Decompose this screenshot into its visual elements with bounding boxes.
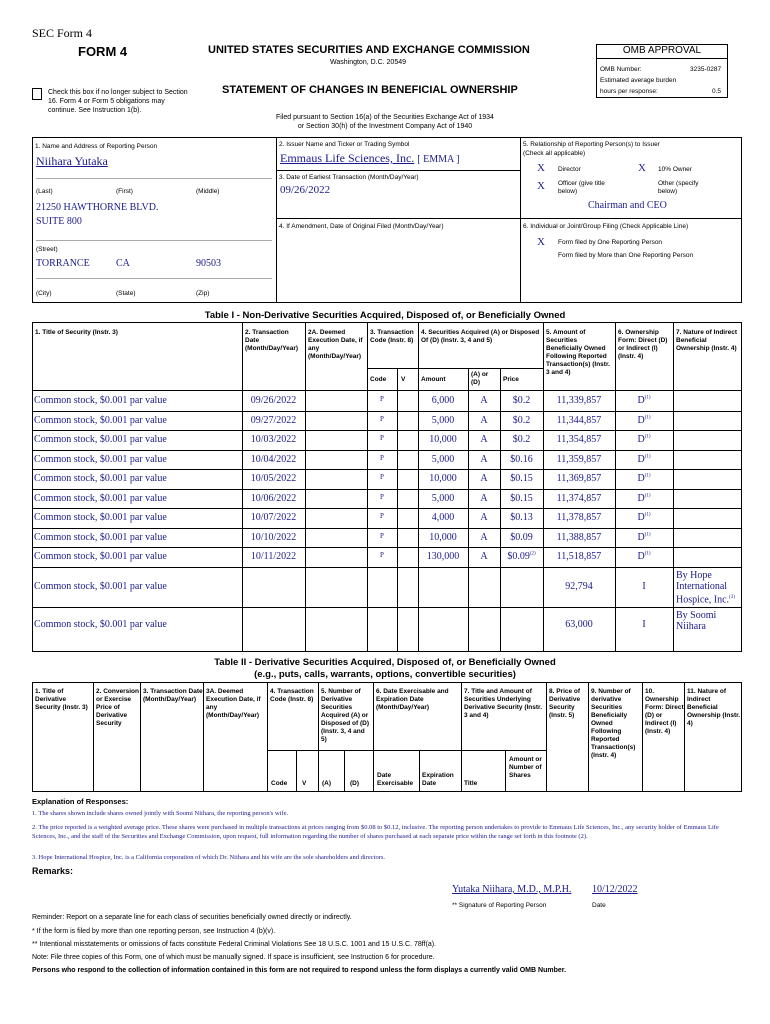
footnote-ref: (1): [644, 454, 651, 460]
t2-h1: 1. Title of Derivative Security (Instr. 3): [35, 688, 88, 711]
t1-v: V: [401, 376, 406, 383]
hours-label: hours per response:: [600, 88, 658, 95]
t2-h5: 5. Number of Derivative Securities Acquired (A) or Disposed of (D) (Instr. 3, 4 and 5): [321, 688, 370, 743]
t1-cell-title: Common stock, $0.001 par value: [34, 512, 167, 523]
t1-cell-form: I: [642, 580, 646, 592]
state-label: (State): [116, 290, 136, 297]
t1-cell-code: P: [380, 473, 384, 481]
t1-cell-ad: A: [480, 551, 488, 562]
t1-cell-code: P: [380, 453, 384, 462]
footnote-ref: (1): [644, 415, 651, 421]
row-divider: [32, 508, 742, 509]
footnote-4: Persons who respond to the collection of information contained in this form are not required to respond unless the form displays a currently valid OMB Number.: [32, 967, 567, 974]
footnote-2: ** Intentional misstatements or omissions of facts constitute Federal Criminal Violations See 18 U.S.C. 1001 and 15 U.S.C. 78ff(a).: [32, 941, 436, 948]
t2-h8: 8. Price of Derivative Security (Instr. 5): [549, 688, 581, 719]
statement-title: STATEMENT OF CHANGES IN BENEFICIAL OWNERSHIP: [222, 84, 518, 96]
t1-cell-owned: 11,374,857: [556, 492, 602, 504]
t1-cell-owned: 63,000: [565, 618, 593, 630]
t1-cell-owned: 11,359,857: [556, 453, 602, 465]
t1-cell-owned: 11,344,857: [556, 414, 602, 426]
t2-h3a: 3A. Deemed Execution Date, if any (Month/Day/Year): [206, 688, 261, 719]
row-divider: [32, 469, 742, 470]
t1-cell-code: P: [380, 492, 384, 501]
t1-cell-title: Common stock, $0.001 par value: [34, 492, 167, 504]
last-label: (Last): [36, 188, 53, 195]
t1-cell-ad: A: [480, 453, 488, 465]
t1-aord: (A) or (D): [471, 371, 489, 386]
t1-cell-form: I: [642, 618, 646, 630]
t1-h1: 1. Title of Security (Instr. 3): [35, 329, 118, 336]
t2-a: (A): [322, 780, 332, 787]
issuer-ticker: [ EMMA ]: [417, 154, 460, 165]
t2-title: Title: [464, 780, 478, 787]
t1-code: Code: [370, 376, 387, 383]
footnote-ref: (1): [644, 434, 651, 440]
footnote-ref: (1): [644, 473, 651, 479]
t1-cell-amount: 130,000: [426, 551, 460, 562]
note-1: 1. The shares shown include shares owned jointly with Soomi Niihara, the reporting person's wife.: [32, 810, 289, 817]
t1-cell-date: 10/03/2022: [250, 434, 297, 445]
t1-cell-form: $D^{(1)}$: [637, 453, 651, 465]
street-label: (Street): [36, 246, 58, 253]
box1-label: 1. Name and Address of Reporting Person: [35, 143, 158, 150]
earliest-date: 09/26/2022: [280, 184, 331, 196]
t1-cell-price: $0.2: [512, 414, 531, 426]
middle-label: (Middle): [196, 188, 220, 195]
t1-cell-nature: By Soomi Niihara: [676, 609, 717, 632]
t1-cell-date: 10/06/2022: [250, 492, 297, 504]
t1-cell-code: P: [380, 531, 384, 540]
t1-cell-owned: 11,369,857: [556, 473, 602, 484]
footnote-ref: (3): [729, 594, 735, 600]
t2-h3: 3. Transaction Date (Month/Day/Year): [143, 688, 203, 703]
omb-number-value: 3235-0287: [690, 66, 722, 73]
t1-h7: 7. Nature of Indirect Beneficial Ownership (Instr. 4): [676, 329, 738, 352]
t1-cell-price: $0.2: [512, 395, 531, 406]
remarks-heading: Remarks:: [32, 866, 74, 876]
officer-label: Officer (give title below): [558, 180, 605, 195]
t2-h6: 6. Date Exercisable and Expiration Date (Month/Day/Year): [376, 688, 449, 711]
t1-cell-amount: 10,000: [429, 531, 457, 543]
note-3: 3. Hope International Hospice, Inc. is a California corporation of which Dr. Niihara and his wife are the sole shareholders and directors.: [32, 854, 386, 861]
t1-cell-form: $D^{(1)}$: [637, 512, 651, 523]
table2-subtitle: (e.g., puts, calls, warrants, options, convertible securities): [254, 669, 516, 680]
t1-cell-title: Common stock, $0.001 par value: [34, 434, 167, 445]
t1-cell-price: $0.15: [510, 473, 533, 484]
t1-cell-ad: A: [480, 492, 488, 504]
t1-cell-owned: 11,354,857: [556, 434, 602, 445]
t1-cell-form: $D^{(1)}$: [637, 531, 651, 543]
box4-label: 4. If Amendment, Date of Original Filed (Month/Day/Year): [279, 223, 444, 230]
t1-cell-date: 09/26/2022: [250, 395, 297, 406]
t1-cell-price: $0.16: [510, 453, 533, 465]
t1-cell-amount: 6,000: [431, 395, 455, 406]
filed-pursuant-2: or Section 30(h) of the Investment Company Act of 1940: [297, 123, 473, 130]
t1-cell-amount: 5,000: [431, 453, 455, 465]
burden-label: Estimated average burden: [600, 77, 677, 84]
issuer-name[interactable]: Emmaus Life Sciences, Inc.: [280, 151, 415, 165]
t1-cell-form: $D^{(1)}$: [637, 551, 651, 562]
table1-title: Table I - Non-Derivative Securities Acquired, Disposed of, or Beneficially Owned: [204, 310, 566, 321]
t2-exp: Expiration Date: [422, 772, 454, 787]
t1-cell-price: $0.15: [510, 492, 533, 504]
sec-form-label: SEC Form 4: [32, 26, 93, 40]
t1-h2a: 2A. Deemed Execution Date, if any (Month/Day/Year): [308, 329, 363, 360]
t1-cell-form: $D^{(1)}$: [637, 492, 651, 504]
t1-cell-title: Common stock, $0.001 par value: [34, 580, 167, 592]
row-divider: [32, 411, 742, 412]
table1: [32, 322, 742, 652]
ten-pct-label: 10% Owner: [658, 166, 692, 173]
t1-h4: 4. Securities Acquired (A) or Disposed Of (D) (Instr. 3, 4 and 5): [421, 329, 540, 344]
one-person-label: Form filed by One Reporting Person: [558, 239, 663, 246]
t1-cell-date: 10/05/2022: [250, 473, 297, 484]
t1-cell-ad: A: [480, 512, 488, 523]
signature-date: 10/12/2022: [592, 884, 638, 895]
footnote-ref: (2): [529, 551, 536, 557]
omb-title: OMB APPROVAL: [597, 45, 727, 59]
box5-sublabel: (Check all applicable): [523, 150, 586, 157]
t1-cell-price: $0.2: [512, 434, 531, 445]
box3-label: 3. Date of Earliest Transaction (Month/Day/Year): [279, 174, 419, 181]
t1-cell-owned: 11,518,857: [556, 551, 602, 562]
director-x[interactable]: X: [537, 162, 545, 174]
hours-value: 0.5: [712, 88, 722, 95]
row-divider: [32, 489, 742, 490]
form-title: FORM 4: [78, 44, 128, 59]
t1-cell-price: $0.09$^{(2)}$: [507, 551, 536, 562]
street-line-2: SUITE 800: [36, 216, 82, 227]
t2-h7: 7. Title and Amount of Securities Underlying Derivative Security (Instr. 3 and 4): [464, 688, 543, 719]
commission-title: UNITED STATES SECURITIES AND EXCHANGE COMMISSION: [208, 44, 530, 56]
footnote-ref: (1): [644, 512, 651, 518]
t1-cell-title: Common stock, $0.001 par value: [34, 395, 167, 406]
t1-cell-owned: 11,388,857: [556, 531, 602, 543]
t1-cell-date: 10/07/2022: [250, 512, 297, 523]
box6-label: 6. Individual or Joint/Group Filing (Check Applicable Line): [523, 223, 689, 230]
t1-h3: 3. Transaction Code (Instr. 8): [370, 329, 414, 344]
t1-cell-date: 09/27/2022: [250, 414, 297, 426]
t1-cell-form: $D^{(1)}$: [637, 473, 651, 484]
first-label: (First): [116, 188, 133, 195]
t2-h2: 2. Conversion or Exercise Price of Derivative Security: [96, 688, 139, 727]
t1-price: Price: [503, 376, 519, 383]
t2-date-ex: Date Exercisable: [377, 772, 414, 787]
row-divider: [32, 450, 742, 451]
t1-cell-date: 10/11/2022: [250, 551, 297, 562]
t1-h6: 6. Ownership Form: Direct (D) or Indirect (I) (Instr. 4): [618, 329, 668, 360]
zip-label: (Zip): [196, 290, 210, 297]
t1-cell-owned: 11,339,857: [556, 395, 602, 406]
t1-cell-code: P: [380, 551, 384, 559]
footnote-ref: (1): [644, 551, 651, 557]
location: Washington, D.C. 20549: [330, 59, 407, 66]
t1-cell-title: Common stock, $0.001 par value: [34, 453, 167, 465]
one-person-x[interactable]: X: [537, 236, 545, 248]
more-person-label: Form filed by More than One Reporting Person: [558, 252, 694, 259]
t1-cell-ad: A: [480, 473, 488, 484]
explanation-heading: Explanation of Responses:: [32, 797, 129, 806]
checkbox-text: Check this box if no longer subject to Section 16. Form 4 or Form 5 obligations may continue. See Instruction 1(b).: [48, 89, 188, 114]
t1-h5: 5. Amount of Securities Beneficially Owned Following Reported Transaction(s) (Instr. 3 and 4): [546, 329, 610, 376]
other-label: Other (specify below): [658, 180, 699, 195]
footnote-3: Note: File three copies of this Form, one of which must be manually signed. If space is insufficient, see Instruction 6 for procedure.: [32, 954, 435, 961]
t1-cell-code: P: [380, 434, 384, 442]
t1-cell-ad: A: [480, 414, 488, 426]
street-line-1: 21250 HAWTHORNE BLVD.: [36, 202, 159, 213]
box5-label: 5. Relationship of Reporting Person(s) to Issuer: [523, 141, 660, 148]
t1-cell-amount: 10,000: [429, 434, 457, 445]
footnote-ref: (1): [644, 532, 651, 538]
date-label: Date: [592, 902, 606, 909]
row-divider: [32, 547, 742, 548]
t2-v: V: [302, 780, 307, 787]
omb-number-label: OMB Number:: [600, 66, 642, 73]
t1-cell-ad: A: [480, 531, 488, 543]
footnote-ref: (1): [644, 493, 651, 499]
t1-cell-ad: A: [480, 434, 488, 445]
t2-d: (D): [350, 780, 360, 787]
director-label: Director: [558, 166, 581, 173]
t2-h4: 4. Transaction Code (Instr. 8): [270, 688, 314, 703]
t1-cell-amount: 5,000: [431, 414, 455, 426]
t1-cell-amount: 4,000: [431, 512, 455, 523]
zip-value: 90503: [196, 258, 221, 269]
t1-cell-ad: A: [480, 395, 488, 406]
city-value: TORRANCE: [36, 258, 90, 269]
signature: Yutaka Niihara, M.D., M.P.H.: [452, 884, 572, 895]
t2-h10: 10. Ownership Form: Direct (D) or Indirect (I) (Instr. 4): [645, 688, 684, 735]
t1-cell-code: P: [380, 414, 384, 423]
t1-cell-date: 10/10/2022: [250, 531, 297, 543]
table2-title: Table II - Derivative Securities Acquired, Disposed of, or Beneficially Owned: [214, 657, 556, 668]
row-divider: [32, 567, 742, 568]
t1-cell-amount: 5,000: [431, 492, 455, 504]
t1-cell-code: P: [380, 395, 384, 403]
t1-cell-form: $D^{(1)}$: [637, 414, 651, 426]
t1-cell-amount: 10,000: [429, 473, 457, 484]
officer-x[interactable]: X: [537, 180, 545, 192]
t1-cell-title: Common stock, $0.001 par value: [34, 551, 167, 562]
row-divider: [32, 607, 742, 608]
t1-cell-owned: 11,378,857: [556, 512, 602, 523]
signature-label: ** Signature of Reporting Person: [452, 902, 547, 909]
t1-cell-owned: 92,794: [565, 580, 593, 592]
reporting-person-name[interactable]: Niihara Yutaka: [36, 154, 108, 168]
filed-pursuant-1: Filed pursuant to Section 16(a) of the Securities Exchange Act of 1934: [276, 114, 494, 121]
t1-cell-title: Common stock, $0.001 par value: [34, 414, 167, 426]
t1-cell-price: $0.13: [510, 512, 533, 523]
row-divider: [32, 528, 742, 529]
issuer-line: [280, 151, 460, 166]
officer-title: Chairman and CEO: [588, 200, 667, 211]
ten-pct-x[interactable]: X: [638, 162, 646, 174]
box2-label: 2. Issuer Name and Ticker or Trading Symbol: [279, 141, 410, 148]
t1-cell-title: Common stock, $0.001 par value: [34, 618, 167, 630]
t1-cell-form: $D^{(1)}$: [637, 395, 651, 406]
t1-cell-title: Common stock, $0.001 par value: [34, 531, 167, 543]
t2-amount: Amount or Number of Shares: [509, 756, 542, 779]
t2-h11: 11. Nature of Indirect Beneficial Ownership (Instr. 4): [687, 688, 741, 727]
no-longer-subject-checkbox[interactable]: [32, 88, 42, 100]
t1-cell-code: P: [380, 512, 384, 520]
row-divider: [32, 430, 742, 431]
t1-cell-price: $0.09: [510, 531, 533, 543]
t1-amount: Amount: [421, 376, 446, 383]
t2-h9: 9. Number of derivative Securities Beneficially Owned Following Reported Transaction(s) (Instr. 4): [591, 688, 636, 759]
t1-cell-title: Common stock, $0.001 par value: [34, 473, 167, 484]
t1-cell-form: $D^{(1)}$: [637, 434, 651, 445]
footnote-ref: (1): [644, 395, 651, 401]
city-label: (City): [36, 290, 52, 297]
t1-cell-date: 10/04/2022: [250, 453, 297, 465]
t1-cell-nature: By Hope International Hospice, Inc.$^{(3)}$: [676, 569, 735, 605]
note-2: 2. The price reported is a weighted average price. These shares were purchased in multiple transactions at prices ranging from $0.08 to $0.12, inclusive. The reporting person undertakes to provide to Emmaus Life Sciences, Inc., any security holder of Emmaus Life Sciences, Inc., and the staff of the Securities and Exchange Commission, upon request, full information regarding the number of shares purchased at each separate price within the range set forth in this footnote (2).: [32, 824, 719, 840]
state-value: CA: [116, 258, 130, 269]
reminder: Reminder: Report on a separate line for each class of securities beneficially owned directly or indirectly.: [32, 914, 352, 921]
footnote-1: * If the form is filed by more than one reporting person, see Instruction 4 (b)(v).: [32, 928, 276, 935]
t1-h2: 2. Transaction Date (Month/Day/Year): [245, 329, 299, 352]
t2-code: Code: [271, 780, 288, 787]
